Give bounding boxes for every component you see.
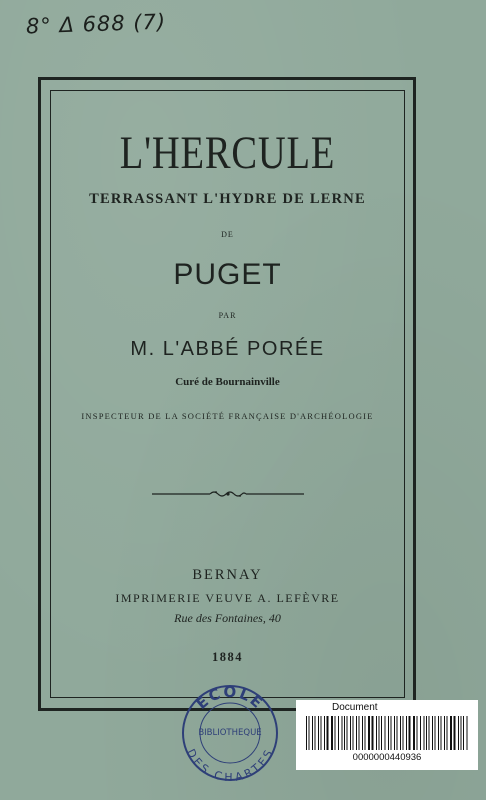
barcode-bar: [461, 716, 462, 750]
barcode-bar: [381, 716, 382, 750]
barcode-bar: [432, 716, 433, 750]
imprint-printer: IMPRIMERIE VEUVE A. LEFÈVRE: [115, 591, 340, 605]
barcode-doc-label: Document: [332, 702, 378, 713]
barcode-bar: [391, 716, 392, 750]
shelfmark-handwritten: 8° Δ 688 (7): [25, 9, 167, 39]
barcode-bar: [335, 716, 336, 750]
barcode-bar: [368, 716, 370, 750]
author-name: M. L'ABBÉ PORÉE: [130, 338, 325, 360]
author-role: Curé de Bournainville: [175, 376, 280, 388]
barcode-bar: [356, 716, 357, 750]
barcode-bar: [338, 716, 339, 750]
barcode-bar: [318, 716, 319, 750]
imprint-year: 1884: [212, 650, 243, 664]
stamp-middle-text: BIBLIOTHEQUE: [198, 728, 262, 738]
barcode-bar: [388, 716, 389, 750]
connector-de: DE: [221, 230, 234, 239]
imprint-city: BERNAY: [192, 567, 263, 583]
barcode-number: 0000000440936: [352, 752, 422, 763]
barcode-bar: [454, 716, 456, 750]
barcode-bar: [309, 716, 310, 750]
barcode-bar: [400, 716, 401, 750]
barcode-bar: [365, 716, 366, 750]
subject-name: PUGET: [173, 258, 282, 291]
barcode-bar: [353, 716, 354, 750]
barcode-bar: [372, 716, 374, 750]
barcode-bar: [417, 716, 418, 750]
book-title: L'HERCULE: [119, 127, 336, 179]
barcode-label: [296, 700, 478, 770]
barcode-icon: [302, 716, 472, 750]
barcode-bar: [376, 716, 377, 750]
imprint-street: Rue des Fontaines, 40: [174, 611, 281, 625]
barcode-bar: [429, 716, 430, 750]
barcode-bar: [444, 716, 445, 750]
author-title: INSPECTEUR DE LA SOCIÉTÉ FRANÇAISE D'ARCHÉOLOGIE: [81, 411, 374, 421]
barcode-bar: [315, 716, 316, 750]
barcode-bar: [350, 716, 351, 750]
barcode-bar: [397, 716, 398, 750]
barcode-bar: [413, 716, 415, 750]
barcode-bar: [359, 716, 360, 750]
barcode-bar: [424, 716, 425, 750]
barcode-bar: [394, 716, 395, 750]
barcode-bar: [362, 716, 363, 750]
barcode-bar: [312, 716, 313, 750]
barcode-bar: [463, 716, 464, 750]
barcode-bar: [324, 716, 325, 750]
book-subtitle: TERRASSANT L'HYDRE DE LERNE: [89, 191, 366, 207]
barcode-bar: [409, 716, 411, 750]
barcode-bar: [447, 716, 448, 750]
barcode-bar: [441, 716, 442, 750]
barcode-bar: [426, 716, 427, 750]
barcode-bar: [438, 716, 439, 750]
barcode-bar: [403, 716, 404, 750]
inner-border-frame: [50, 90, 405, 698]
barcode-bar: [467, 716, 468, 750]
barcode-bar: [331, 716, 333, 750]
barcode-bar: [458, 716, 459, 750]
barcode-bar: [347, 716, 348, 750]
barcode-bar: [450, 716, 452, 750]
barcode-bar: [379, 716, 380, 750]
barcode-bar: [306, 716, 307, 750]
barcode-bar: [342, 716, 343, 750]
barcode-bar: [420, 716, 421, 750]
stamp-top-text: ECOLE: [192, 683, 268, 713]
barcode-bar: [435, 716, 436, 750]
barcode-bar: [385, 716, 386, 750]
barcode-bar: [321, 716, 322, 750]
stamp-bottom-text: DES CHARTES: [184, 746, 276, 783]
ornament-divider-icon: [152, 487, 304, 501]
barcode-bar: [344, 716, 345, 750]
barcode-bar: [327, 716, 329, 750]
library-stamp-icon: [180, 683, 280, 783]
connector-par: PAR: [218, 311, 237, 320]
barcode-bar: [406, 716, 407, 750]
